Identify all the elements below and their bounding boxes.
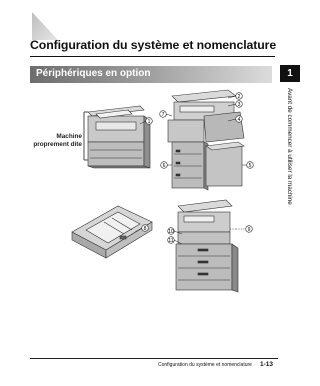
side-chapter-label-text: Avant de commencer à utiliser la machine [286, 88, 293, 205]
section-title: Périphériques en option [36, 67, 151, 79]
machine-label-line1: Machine [56, 133, 82, 140]
paper-cassette-illustration [72, 206, 152, 258]
callout-7 [160, 111, 172, 118]
svg-text:10: 10 [168, 228, 174, 235]
svg-text:5: 5 [248, 162, 252, 169]
svg-text:3: 3 [237, 101, 241, 108]
main-copier-illustration [88, 106, 150, 168]
copier-with-finisher-illustration [176, 200, 238, 292]
page-title: Configuration du système et nomenclature [30, 38, 277, 52]
machine-label-line2: proprement dite [33, 141, 82, 148]
svg-text:9: 9 [247, 226, 251, 233]
svg-text:1: 1 [147, 118, 151, 125]
svg-text:2: 2 [237, 93, 241, 100]
svg-text:8: 8 [143, 225, 147, 232]
machine-bracket [84, 112, 88, 160]
callout-6 [161, 162, 172, 169]
chapter-tab: 1 [280, 65, 300, 82]
svg-text:4: 4 [237, 116, 241, 123]
callout-5 [242, 162, 253, 169]
page-number: 1-13 [260, 361, 274, 368]
footer-divider [30, 358, 278, 359]
footer-section-title: Configuration du système et nomenclature [158, 362, 252, 368]
svg-text:11: 11 [168, 237, 174, 244]
callout-9 [230, 226, 252, 233]
svg-text:7: 7 [161, 111, 165, 118]
svg-text:6: 6 [162, 162, 166, 169]
